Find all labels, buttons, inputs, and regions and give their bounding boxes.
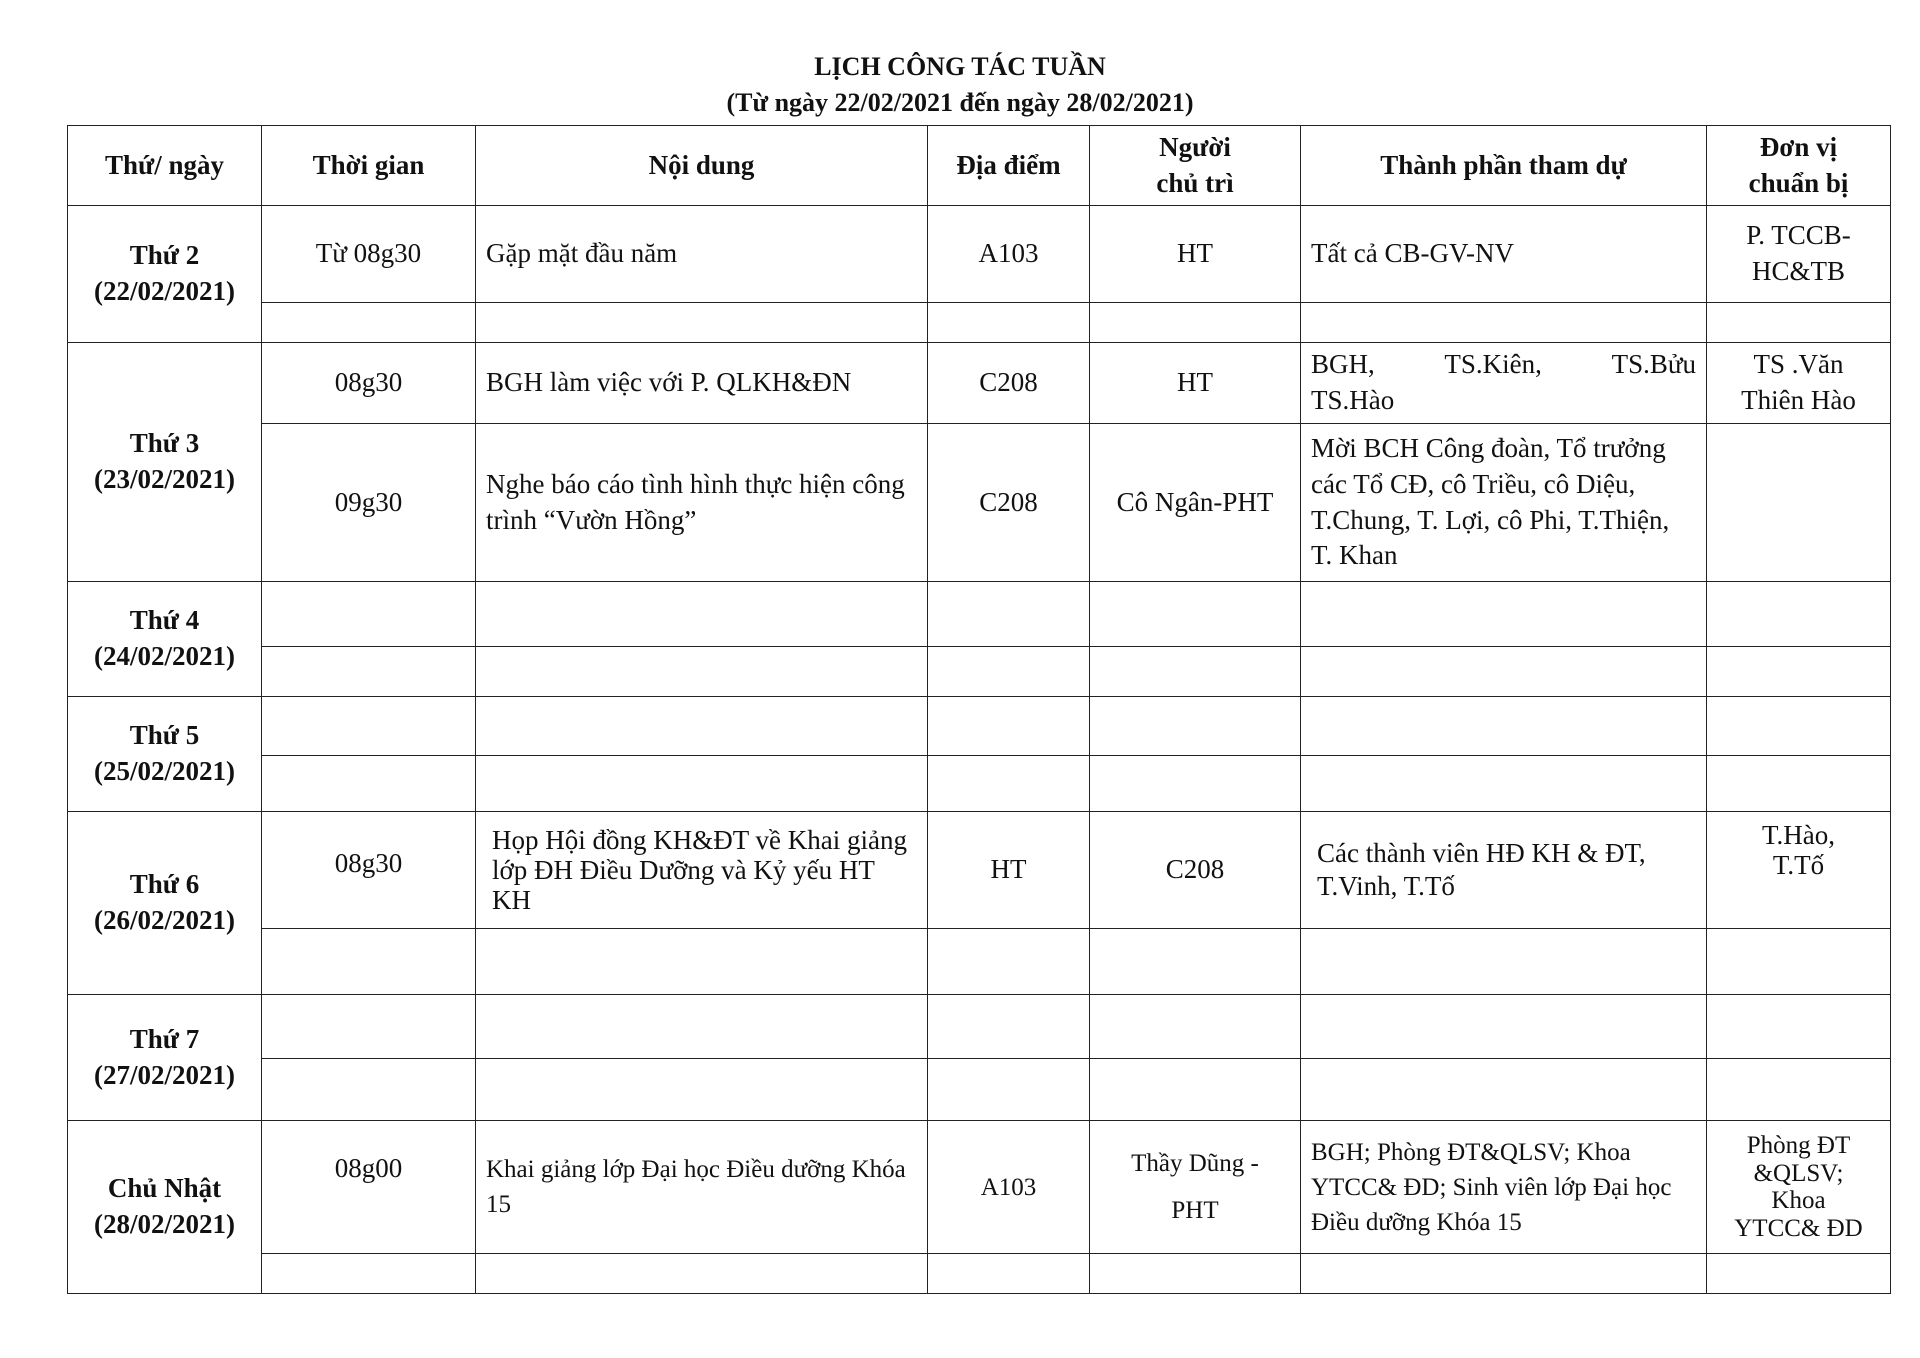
col-header-prep-line2: chuẩn bị <box>1748 167 1849 198</box>
location-cell: A103 <box>928 1121 1090 1254</box>
day-date: (27/02/2021) <box>94 1059 235 1090</box>
content-cell: Họp Hội đồng KH&ĐT về Khai giảng lớp ĐH Điều Dưỡng và Kỷ yếu HT KH <box>476 812 928 929</box>
table-row-empty <box>68 995 1891 1059</box>
day-cell-sat <box>68 995 262 1121</box>
content-cell: Nghe báo cáo tình hình thực hiện công trình “Vườn Hồng” <box>476 424 928 582</box>
prep-line2: T.Tố <box>1772 850 1825 881</box>
table-row-empty <box>68 303 1891 343</box>
col-header-attendees: Thành phần tham dự <box>1301 126 1707 206</box>
day-date: (22/02/2021) <box>94 276 235 306</box>
table-row-empty <box>68 929 1891 995</box>
prep-line1: TS .Văn <box>1753 349 1844 380</box>
day-date: (24/02/2021) <box>94 641 235 671</box>
attendees-cell: Mời BCH Công đoàn, Tổ trưởng các Tổ CĐ, cô Triều, cô Diệu, T.Chung, T. Lợi, cô Phi, T.Thiện, T. Khan <box>1301 424 1707 582</box>
host-line1: Thầy Dũng - <box>1131 1149 1259 1177</box>
col-header-prep-line1: Đơn vị <box>1759 131 1838 162</box>
location-cell: C208 <box>928 424 1090 582</box>
attendees-cell: Các thành viên HĐ KH & ĐT, T.Vinh, T.Tố <box>1301 812 1707 929</box>
prep-cell <box>1707 206 1891 303</box>
prep-line1: T.Hào, <box>1762 820 1835 850</box>
day-date: (23/02/2021) <box>94 464 235 494</box>
day-cell-thu <box>68 697 262 812</box>
col-header-time: Thời gian <box>262 126 476 206</box>
day-name: Thứ 7 <box>129 1023 200 1054</box>
col-header-location: Địa điểm <box>928 126 1090 206</box>
location-cell: C208 <box>928 343 1090 424</box>
day-date: (28/02/2021) <box>94 1209 235 1239</box>
content-cell: BGH làm việc với P. QLKH&ĐN <box>476 343 928 424</box>
attendees-cell <box>1301 343 1707 424</box>
host-cell <box>1090 1121 1301 1254</box>
schedule-table <box>67 125 1891 1294</box>
day-cell-wed <box>68 582 262 697</box>
day-name: Thứ 6 <box>129 869 200 900</box>
day-name: Thứ 5 <box>129 720 200 751</box>
content-cell: Gặp mặt đầu năm <box>476 206 928 303</box>
prep-cell <box>1707 424 1891 582</box>
time-cell: 09g30 <box>262 424 476 582</box>
header-row <box>68 126 1891 206</box>
time-cell: 08g30 <box>262 812 476 929</box>
prep-cell <box>1707 343 1891 424</box>
attendees-line1: BGH, TS.Kiên, TS.Bửu <box>1311 349 1696 380</box>
day-date: (26/02/2021) <box>94 905 235 935</box>
col-header-day: Thứ/ ngày <box>68 126 262 206</box>
table-row <box>68 206 1891 303</box>
day-name: Thứ 2 <box>129 240 200 271</box>
time-cell: 08g30 <box>262 343 476 424</box>
table-row <box>68 343 1891 424</box>
host-cell: HT <box>1090 206 1301 303</box>
day-name: Thứ 4 <box>129 605 200 636</box>
host-cell: Cô Ngân-PHT <box>1090 424 1301 582</box>
day-cell-mon <box>68 206 262 343</box>
prep-cell: Phòng ĐT &QLSV; Khoa YTCC& ĐD <box>1707 1121 1891 1254</box>
attendees-line2: TS.Hào <box>1311 385 1395 415</box>
day-date: (25/02/2021) <box>94 756 235 786</box>
table-row-empty <box>68 582 1891 647</box>
col-header-prep <box>1707 126 1891 206</box>
table-row-empty <box>68 697 1891 756</box>
table-row <box>68 1121 1891 1254</box>
attendees-cell: BGH; Phòng ĐT&QLSV; Khoa YTCC& ĐD; Sinh viên lớp Đại học Điều dưỡng Khóa 15 <box>1301 1121 1707 1254</box>
day-name: Thứ 3 <box>129 428 200 459</box>
content-cell: Khai giảng lớp Đại học Điều dưỡng Khóa 15 <box>476 1121 928 1254</box>
table-row <box>68 424 1891 582</box>
table-row-empty <box>68 756 1891 812</box>
day-name: Chủ Nhật <box>107 1173 222 1204</box>
page-subtitle: (Từ ngày 22/02/2021 đến ngày 28/02/2021) <box>726 88 1194 117</box>
time-cell: Từ 08g30 <box>262 206 476 303</box>
page-title: LỊCH CÔNG TÁC TUẦN <box>814 52 1106 81</box>
col-header-host <box>1090 126 1301 206</box>
day-cell-fri <box>68 812 262 995</box>
host-cell: C208 <box>1090 812 1301 929</box>
time-cell: 08g00 <box>262 1121 476 1254</box>
col-header-content: Nội dung <box>476 126 928 206</box>
col-header-host-line2: chủ trì <box>1156 167 1234 198</box>
attendees-cell: Tất cả CB-GV-NV <box>1301 206 1707 303</box>
table-row <box>68 812 1891 929</box>
host-cell: HT <box>1090 343 1301 424</box>
table-row-empty <box>68 647 1891 697</box>
host-line2: PHT <box>1171 1197 1219 1224</box>
col-header-host-line1: Người <box>1159 131 1231 162</box>
location-cell: A103 <box>928 206 1090 303</box>
prep-line2: HC&TB <box>1751 256 1845 286</box>
location-cell: HT <box>928 812 1090 929</box>
table-row-empty <box>68 1059 1891 1121</box>
table-row-empty <box>68 1254 1891 1294</box>
prep-line1: P. TCCB- <box>1746 220 1851 251</box>
day-cell-sun <box>68 1121 262 1294</box>
day-cell-tue <box>68 343 262 582</box>
prep-cell <box>1707 812 1891 929</box>
prep-line2: Thiên Hào <box>1741 385 1856 415</box>
